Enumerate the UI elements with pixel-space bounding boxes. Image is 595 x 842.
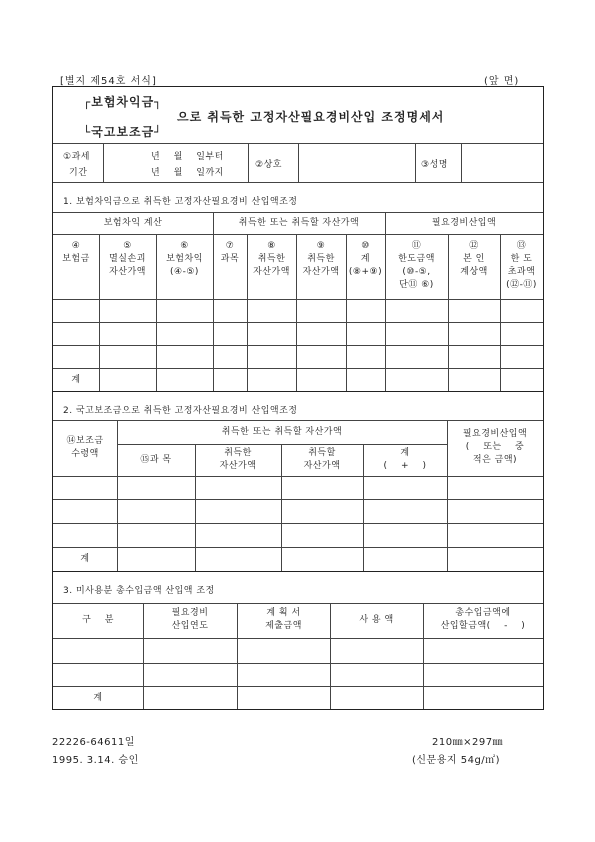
s1-col-acquired-value-1: 취득한 자산가액 [253,254,290,277]
period-label-2: 기간 [69,168,88,178]
s1-col-no-9: ⑨ [316,241,326,251]
form-title: 으로 취득한 고정자산필요경비산입 조정명세서 [177,110,445,124]
section1-title: 1. 보험차익금으로 취득한 고정자산필요경비 산입액조정 [63,197,298,207]
paper-type: (신문용지 54g/㎡) [412,755,501,766]
s1-col-limit-amount: 한도금액 (⑩-⑤, 단⑪ ⑥) [398,254,435,290]
s2-col-acquired-value: 취득한 자산가액 [219,448,257,471]
s2-col-subject: ⑮과 목 [140,455,172,465]
s3-total-label: 계 [93,693,103,703]
period-to: 년 월 일까지 [151,168,224,178]
s2-group-assets: 취득한 또는 취득할 자산가액 [221,427,343,437]
s1-col-no-10: ⑩ [361,241,370,251]
s2-total-label: 계 [80,554,90,564]
section1-group-required: 필요경비산입액 [431,218,497,228]
section2-title: 2. 국고보조금으로 취득한 고정자산필요경비 산입액조정 [63,406,298,416]
section1-group-assets: 취득한 또는 취득할 자산가액 [238,218,360,228]
s1-col-subject: 과목 [220,254,240,264]
s1-total-label: 계 [71,375,81,385]
section1-group-insurance: 보험차익 계산 [103,218,163,228]
s3-col-plan-amount: 계 획 서 제출금액 [265,608,302,631]
approval-date: 1995. 3.14. 승인 [52,755,139,766]
s2-col-subsidy-received: ⑭보조금 수령액 [66,436,104,459]
s2-col-required-expense: 필요경비산입액 ( 또는 중 적은 금액) [462,429,528,465]
page-side-label: (앞 면) [484,76,520,87]
s1-col-lost-asset-value: 멸실손괴 자산가액 [109,254,146,277]
s1-col-no-5: ⑤ [123,241,132,251]
s1-col-insurance-gain: 보험차익 (④-⑤) [166,254,203,277]
s3-col-category: 구 분 [82,615,114,625]
s1-col-no-4: ④ [71,241,81,251]
s1-col-insurance-money: 보험금 [62,254,90,264]
s3-col-used-amount: 사 용 액 [359,615,394,625]
s1-col-total: 계 (⑧+⑨) [348,254,383,277]
company-name-label: ②상호 [255,160,282,170]
section3-title: 3. 미사용분 총수입금액 산입액 조정 [63,586,215,596]
form-number: [별지 제54호 서식] [60,76,157,87]
s2-col-total: 계 ( + ) [383,448,427,471]
paper-size: 210㎜×297㎜ [432,737,504,748]
s1-col-no-11: ⑪ [411,241,422,251]
period-label-1: ①과세 [63,152,90,162]
s1-col-limit-excess: 한 도 초과액 (⑫-⑪) [506,254,537,290]
form-frame [52,86,544,710]
s3-col-expense-year: 필요경비 산입연도 [171,608,209,631]
s1-col-no-7: ⑦ [225,241,235,251]
s1-col-self-recorded: 본 인 계상액 [460,254,488,277]
form-code: 22226-64611일 [52,737,135,748]
s1-col-no-8: ⑧ [267,241,276,251]
period-from: 년 월 일부터 [151,152,224,162]
s3-col-income-inclusion: 총수입금액에 산입할금액( - ) [440,608,526,631]
title-option-insurance: ┌보험차익금┐ [83,95,163,109]
s1-col-no-12: ⑫ [469,241,479,251]
s2-col-to-acquire-value: 취득할 자산가액 [303,448,341,471]
title-option-subsidy: └국고보조금┘ [83,125,163,139]
representative-name-label: ③성명 [421,160,448,170]
s1-col-no-13: ⑬ [516,241,527,251]
s1-col-no-6: ⑥ [180,241,189,251]
s1-col-acquired-value-2: 취득한 자산가액 [302,254,340,277]
